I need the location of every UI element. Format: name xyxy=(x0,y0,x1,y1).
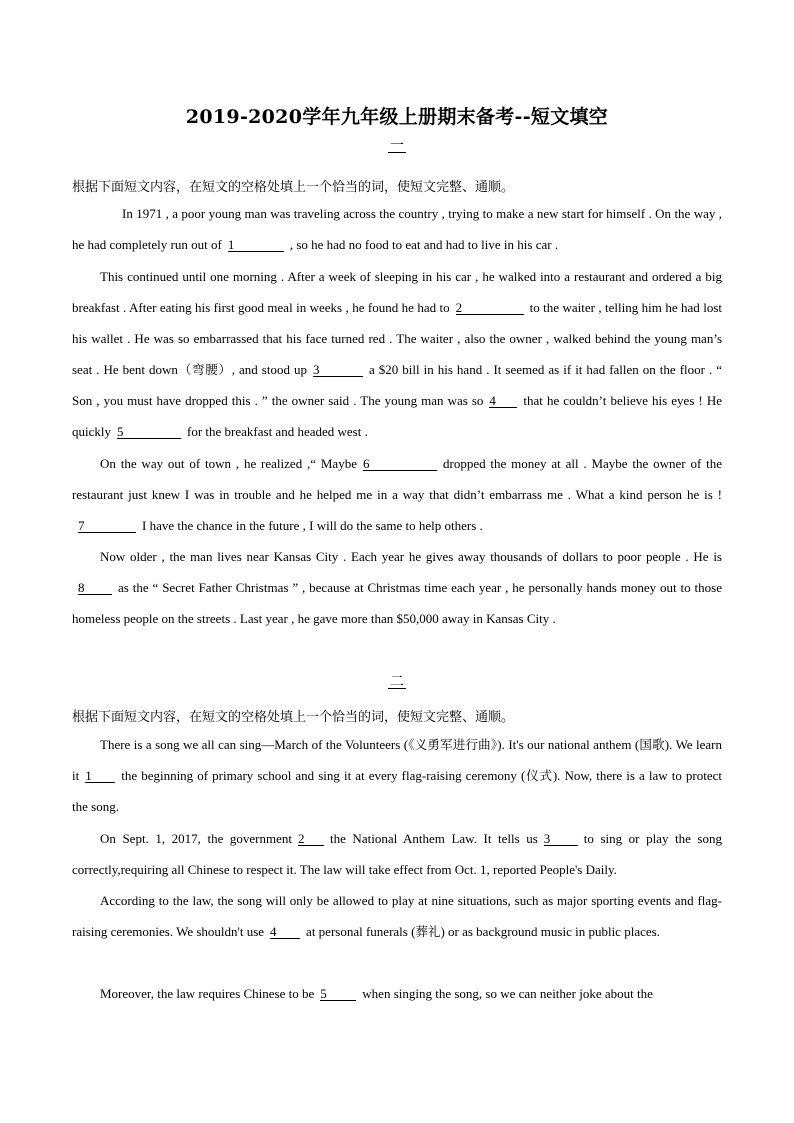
answer-blank-8[interactable]: 8 xyxy=(78,581,112,595)
section-1-paragraph-2: This continued until one morning . After a week of sleeping in his car , he walked into a restaurant and ordered a big breakfast . After eating his first good meal in weeks , he found he had to 2 to the waiter , telling him he had lost his wallet . He was so embarrassed that his face turned red . The waiter , also the owner , walked behind the young man’s seat . He bent down（弯腰）, and stood up 3 a $20 bill in his hand . It seemed as if it had fallen on the floor . “ Son , you must have dropped this . ” the owner said . The young man was so 4 that he couldn’t believe his eyes ! He quickly 5 for the breakfast and headed west . xyxy=(72,269,723,439)
section-number-1: 一 xyxy=(390,138,404,154)
answer-blank-1[interactable]: 1 xyxy=(85,769,115,783)
section-2-paragraph-3: According to the law, the song will only be allowed to play at nine situations, such as major sporting events and flag-raising ceremonies. We shouldn't use 4 at personal funerals (葬礼) or as background music in public places. xyxy=(72,893,722,939)
page-title: 2019-2020学年九年级上册期末备考--短文填空 xyxy=(185,106,609,128)
answer-blank-6[interactable]: 6 xyxy=(363,457,437,471)
section-2-paragraph-4: Moreover, the law requires Chinese to be 5 when singing the song, so we can neither joke about the xyxy=(100,986,653,1001)
answer-blank-2[interactable]: 2 xyxy=(456,301,524,315)
answer-blank-7[interactable]: 7 xyxy=(78,519,136,533)
answer-blank-3[interactable]: 3 xyxy=(544,832,578,846)
section-number-2: 二 xyxy=(390,674,404,690)
chinese-gloss: 国歌 xyxy=(639,737,665,752)
section-2-paragraph-1: There is a song we all can sing—March of the Volunteers (《义勇军进行曲》). It's our national anthem (国歌). We learn it 1 the beginning of primary school and sing it at every flag-raising ceremony (仪式). Now, there is a law to protect the song. xyxy=(72,737,722,814)
section-1-instruction: 根据下面短文内容，在短文的空格处填上一个恰当的词，使短文完整、通顺。 xyxy=(72,180,515,195)
answer-blank-5[interactable]: 5 xyxy=(320,987,356,1001)
section-2-instruction: 根据下面短文内容，在短文的空格处填上一个恰当的词，使短文完整、通顺。 xyxy=(72,710,515,725)
answer-blank-3[interactable]: 3 xyxy=(313,363,363,377)
answer-blank-1[interactable]: 1 xyxy=(228,238,284,252)
chinese-gloss: 《义勇军进行曲》 xyxy=(408,737,498,752)
answer-blank-4[interactable]: 4 xyxy=(489,394,517,408)
chinese-gloss: 葬礼 xyxy=(415,924,441,939)
section-1-paragraph-4: Now older , the man lives near Kansas City . Each year he gives away thousands of dollars to poor people . He is8 as the “ Secret Father Christmas ” , because at Christmas time each year , he personally hands money out to those homeless people on the streets . Last year , he gave more than $50,000 away in Kansas City . xyxy=(72,549,722,626)
section-1-paragraph-3: On the way out of town , he realized ,“ Maybe 6 dropped the money at all . Maybe the owner of the restaurant just knew I was in trouble and he helped me in a way that didn’t embarrass me . What a kind person he is !7 I have the chance in the future , I will do the same to help others . xyxy=(72,456,722,533)
answer-blank-5[interactable]: 5 xyxy=(117,425,181,439)
answer-blank-2[interactable]: 2 xyxy=(298,832,324,846)
section-1-paragraph-1: In 1971 , a poor young man was traveling across the country , trying to make a new start for himself . On the way , he had completely run out of 1 , so he had no food to eat and had to live in his car . xyxy=(72,206,722,252)
answer-blank-4[interactable]: 4 xyxy=(270,925,300,939)
chinese-gloss: （弯腰） xyxy=(177,362,232,377)
section-2-paragraph-2: On Sept. 1, 2017, the government 2 the National Anthem Law. It tells us 3 to sing or play the song correctly,requiring all Chinese to respect it. The law will take effect from Oct. 1, reported People's Daily. xyxy=(72,831,722,877)
chinese-gloss: 仪式 xyxy=(525,768,553,783)
